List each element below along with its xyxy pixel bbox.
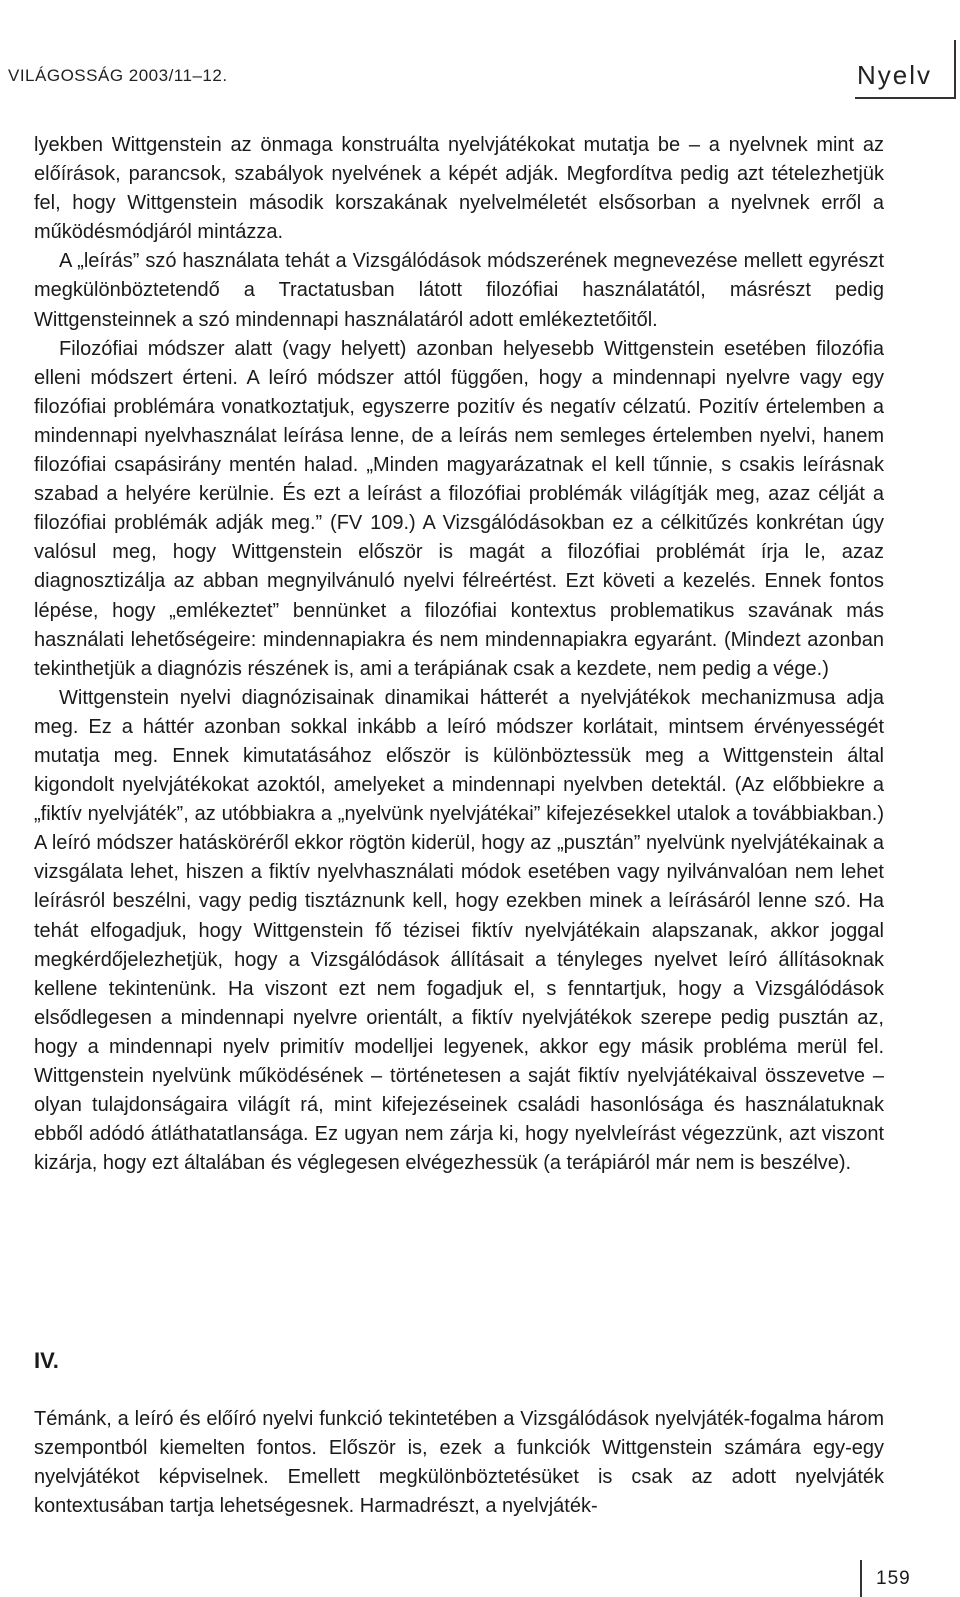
- paragraph: lyekben Wittgenstein az önmaga konstruálta nyelvjátékokat mutatja be – a nyelvnek mint az előírások, parancsok, szabályok nyelvének a képét adják. Megfordítva pedig azt tételezhetjük fel, hogy Wittgenstein második korszakának nyelvelméletét elsősorban a nyelvnek erről a működésmódjáról mintázza.: [34, 134, 884, 244]
- paragraph: Témánk, a leíró és előíró nyelvi funkció tekintetében a Vizsgálódások nyelvjáték-fogalma három szempontból kiemelten fontos. Először is, ezek a funkciók Wittgenstein számára egy-egy nyelvjátékot képviselnek. Emellett megkülönböztetésüket is csak az adott nyelvjáték kontextusában tartja lehetségesnek. Harmadrészt, a nyelvjáték-: [34, 1408, 884, 1518]
- paragraph: A „leírás” szó használata tehát a Vizsgálódások módszerének megnevezése mellett egyrészt megkülönböztetendő a Tractatusban látott filozófiai használatától, másrészt pedig Wittgensteinnek a szó mindennapi használatáról adott emlékeztetőitől.: [34, 250, 884, 331]
- body-text: [34, 131, 884, 1178]
- page-number: 159: [876, 1568, 911, 1589]
- section-header: Nyelv: [856, 60, 932, 90]
- journal-header: VILÁGOSSÁG 2003/11–12.: [8, 66, 228, 85]
- page-number-rule: [860, 1560, 862, 1597]
- header-vertical-rule: [954, 40, 956, 99]
- header-rule: [855, 97, 955, 99]
- paragraph: Wittgenstein nyelvi diagnózisainak dinamikai hátterét a nyelvjátékok mechanizmusa adja meg. Ez a háttér azonban sokkal inkább a leíró módszer korlátait, mintsem érvényességét mutatja meg. Ennek kimutatásához először is különböztessük meg a Wittgenstein által kigondolt nyelvjátékokat azoktól, amelyeket a mindennapi nyelvben detektál. (Az előbbiekre a „fiktív nyelvjáték”, az utóbbiakra a „nyelvünk nyelvjátékai” kifejezésekkel utalok a továbbiakban.) A leíró módszer hatásköréről ekkor rögtön kiderül, hogy az „pusztán” nyelvünk nyelvjátékainak a vizsgálata lehet, hiszen a fiktív nyelvhasználati módok esetében vagy nyilvánvalóan nem lehet leírásról beszélni, vagy pedig tisztáznunk kell, hogy ezekben minek a leírásáról lenne szó. Ha tehát elfogadjuk, hogy Wittgenstein fő tézisei fiktív nyelvjátékain alapszanak, akkor joggal megkérdőjelezhetjük, hogy a Vizsgálódások állításait a tényleges nyelvet leíró állításoknak kellene tekintenünk. Ha viszont ezt nem fogadjuk el, s fenntartjuk, hogy a Vizsgálódások elsődlegesen a mindennapi nyelvre orientált, a fiktív nyelvjátékok szerepe pedig pusztán az, hogy a mindennapi nyelv primitív modelljei legyenek, akkor egy másik probléma merül fel. Wittgenstein nyelvünk működésének – történetesen a saját fiktív nyelvjátékaival összevetve – olyan tulajdonságaira világít rá, mint kifejezéseinek családi hasonlósága és használatuknak ebből adódó átláthatatlansága. Ez ugyan nem zárja ki, hogy nyelvleírást végezzünk, azt viszont kizárja, hogy ezt általában és véglegesen elvégezhessük (a terápiáról már nem is beszélve).: [34, 686, 884, 1175]
- section-heading: IV.: [34, 1348, 59, 1373]
- section-text: [34, 1405, 884, 1521]
- paragraph: Filozófiai módszer alatt (vagy helyett) azonban helyesebb Wittgenstein esetében filozófia elleni módszert érteni. A leíró módszer attól függően, hogy a mindennapi nyelvre vagy egy filozófiai problémára vonatkoztatjuk, egyszerre pozitív és negatív célzatú. Pozitív értelemben a mindennapi nyelvhasználat leírása lenne, de a leírás nem semleges értelemben nyelvi, hanem filozófiai csapásirány mentén halad. „Minden magyarázatnak el kell tűnnie, s csakis leírásnak szabad a helyére kerülnie. És ezt a leírást a filozófiai problémák világítják meg, azaz célját a filozófiai problémák adják meg.” (FV 109.) A Vizsgálódásokban ez a célkitűzés konkrétan úgy valósul meg, hogy Wittgenstein először is magát a filozófiai problémát írja le, azaz diagnosztizálja az abban megnyilvánuló nyelvi félreértést. Ezt követi a kezelés. Ennek fontos lépése, hogy „emlékeztet” bennünket a filozófiai kontextus problematikus szavának más használati lehetőségeire: mindennapiakra és nem mindennapiakra egyaránt. (Mindezt azonban tekinthetjük a diagnózis részének is, ami a terápiának csak a kezdete, nem pedig a vége.): [34, 337, 884, 680]
